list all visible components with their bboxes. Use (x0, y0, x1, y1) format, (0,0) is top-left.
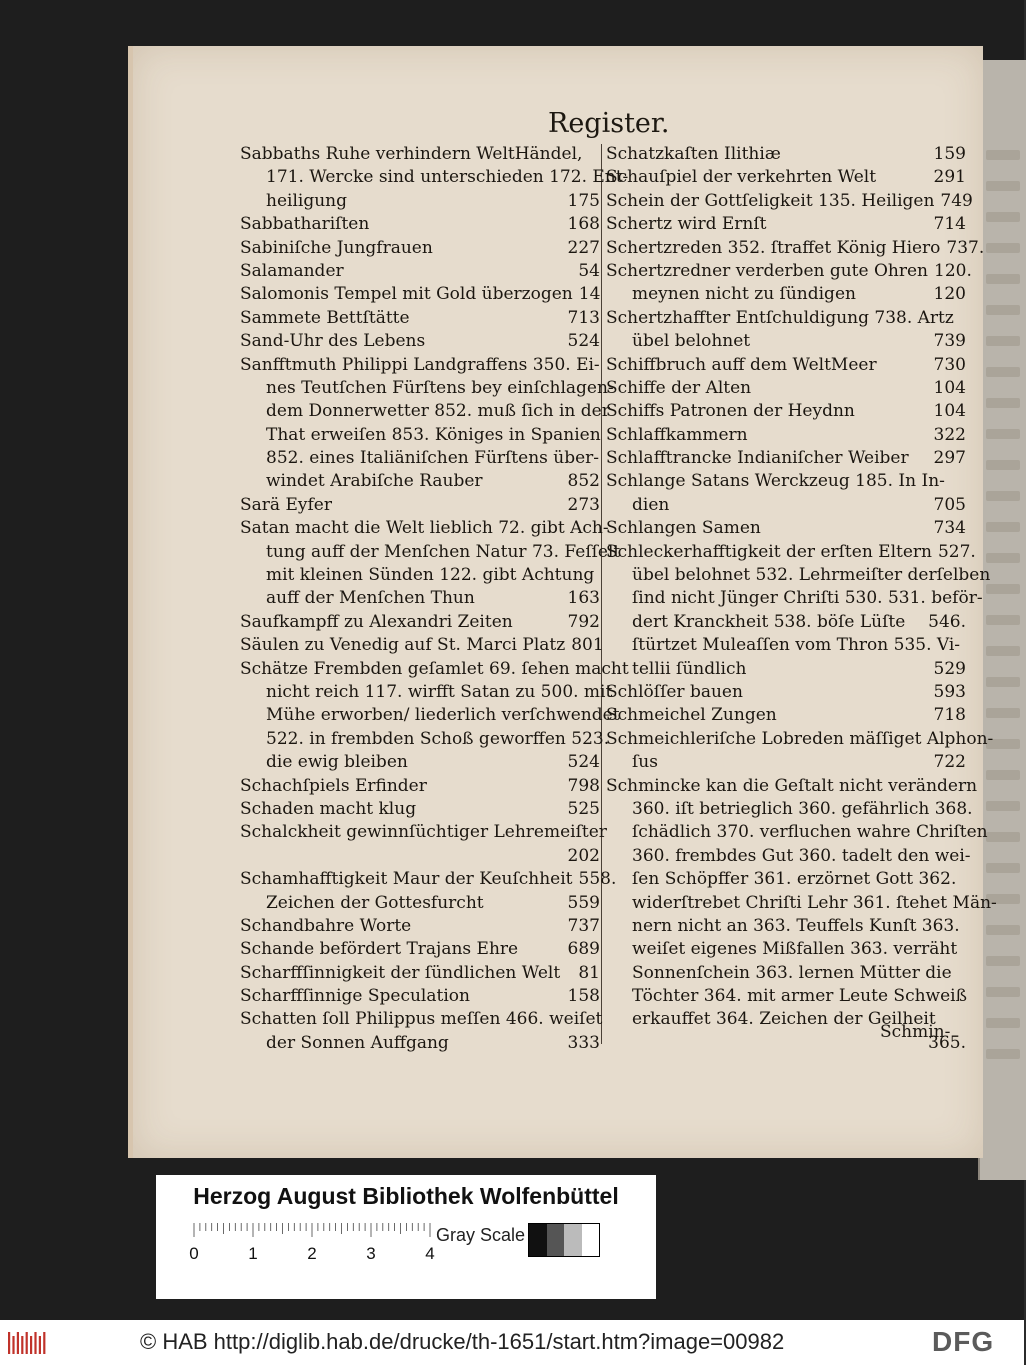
index-entry-page: 689 (567, 939, 600, 960)
index-entry-line (606, 775, 978, 798)
index-entry-line (606, 634, 966, 657)
index-entry-text: ſen Schöpffer 361. erzörnet Gott 362. (632, 869, 957, 890)
hab-logo-icon (8, 1330, 48, 1356)
logo-bar (17, 1332, 19, 1354)
index-entry-line (606, 260, 972, 283)
index-entry-page (997, 892, 1003, 915)
index-entry-page: 524 (567, 331, 600, 352)
bleed-through-mark (986, 150, 1020, 160)
bleed-through-mark (986, 429, 1020, 439)
index-entry-text: auff der Menſchen Thun (266, 588, 475, 609)
index-entry-page: 524 (567, 752, 600, 773)
index-entry-line (606, 915, 966, 938)
index-entry-text: weiſet eigenes Mißfallen 363. verräht (632, 939, 958, 960)
index-entry-page (594, 564, 600, 587)
index-entry-text: tellii ſündlich (632, 658, 747, 679)
index-entry-text: Schatten ſoll Philippus meſſen 466. weiſet (240, 1009, 603, 1030)
index-entry-page (600, 354, 606, 377)
index-entry-text: Schlöſſer bauen (606, 681, 743, 702)
index-entry-text: Salomonis Tempel mit Gold überzogen (240, 284, 573, 305)
index-entry-page: 297 (933, 448, 966, 469)
index-entry-page: 529 (933, 658, 966, 679)
index-entry-line (606, 494, 966, 517)
index-entry-text: Schiffs Patronen der Heydnn (606, 401, 855, 422)
index-entry-page (960, 634, 966, 657)
index-entry-line (240, 494, 600, 517)
index-entry-page (973, 798, 979, 821)
index-entry-page: 158 (567, 986, 600, 1007)
index-entry-text: Sabbathariſten (240, 214, 370, 235)
logo-bar (12, 1336, 14, 1354)
index-entry-page: 120 (933, 284, 966, 305)
logo-bar (8, 1332, 10, 1354)
index-entry-page: 175 (567, 190, 600, 211)
index-entry-page: 322 (933, 424, 966, 445)
ruler-label: 3 (366, 1244, 376, 1263)
index-entry-text: widerſtrebet Chriſti Lehr 361. ſtehet Män- (632, 892, 997, 913)
index-entry-line (606, 517, 966, 540)
index-entry-line (240, 751, 600, 774)
index-entry-page: 737. (946, 237, 985, 258)
index-entry-text: 852. eines Italiäniſchen Fürſtens über- (266, 448, 600, 469)
index-entry-text: Schmincke kan die Geſtalt nicht verändern (606, 775, 978, 796)
index-entry-line (606, 892, 997, 915)
index-entry-text: Zeichen der Gottesfurcht (266, 892, 484, 913)
index-entry-page: 852 (567, 471, 600, 492)
index-entry-text: Sabiniſche Jungfrauen (240, 237, 433, 258)
index-entry-text: Schauſpiel der verkehrten Welt (606, 167, 877, 188)
index-entry-line (240, 564, 600, 587)
bleed-through-mark (986, 1049, 1020, 1059)
index-entry-line (240, 354, 600, 377)
index-entry-text: Sand-Uhr des Lebens (240, 331, 426, 352)
index-entry-text: tung auff der Menſchen Natur 73. Feſſelt (266, 541, 621, 562)
index-entry-page (960, 1008, 966, 1031)
index-entry-page: 559 (567, 892, 600, 913)
bleed-through-mark (986, 801, 1020, 811)
index-entry-page: 14 (578, 284, 601, 305)
index-entry-text: Schlaffkammern (606, 424, 748, 445)
bleed-through-mark (986, 460, 1020, 470)
index-entry-page: 705 (933, 494, 966, 515)
index-entry-text: That erweiſen 853. Königes in Spanien (266, 424, 601, 445)
index-entry-text: 522. in frembden Schoß geworffen 523. (266, 728, 610, 749)
index-entry-line (240, 845, 600, 868)
index-entry-page: 546. (928, 611, 966, 632)
bleed-through-mark (986, 243, 1020, 253)
index-entry-line (240, 377, 614, 400)
right-index-column (606, 143, 997, 1055)
index-entry-text: Schertzredner verderben gute Ohren (606, 260, 929, 281)
index-entry-text: Schlafftrancke Indianiſcher Weiber (606, 448, 909, 469)
gray-scale-swatches (528, 1223, 600, 1257)
ruler (189, 1223, 435, 1263)
index-entry-line (606, 564, 991, 587)
index-entry-line (240, 821, 607, 844)
index-entry-line (606, 962, 966, 985)
index-entry-page: 730 (933, 354, 966, 375)
bleed-through-mark (986, 491, 1020, 501)
index-entry-page (960, 962, 966, 985)
index-entry-line (606, 938, 966, 961)
index-entry-page: 333 (567, 1032, 600, 1053)
index-entry-line (240, 1008, 603, 1031)
index-entry-page (993, 728, 999, 751)
ruler-label: 1 (248, 1244, 258, 1263)
bleed-through-mark (986, 522, 1020, 532)
index-entry-page (960, 470, 966, 493)
index-entry-text: Schleckerhafftigkeit der erſten Eltern (606, 541, 932, 562)
index-entry-text: Schlange Satans Werckzeug 185. In In- (606, 471, 945, 492)
bleed-through-mark (986, 708, 1020, 718)
index-entry-text: Schatzkaſten Ilithiæ (606, 144, 781, 164)
index-entry-line (240, 681, 613, 704)
index-entry-text: Säulen zu Venedig auf St. Marci Platz (240, 635, 566, 656)
index-entry-page: 792 (567, 611, 600, 632)
bleed-through-mark (986, 305, 1020, 315)
index-entry-text: Schiffbruch auff dem WeltMeer (606, 354, 877, 375)
index-entry-line (606, 681, 966, 704)
index-entry-line (606, 237, 985, 260)
index-entry-line (240, 892, 600, 915)
index-entry-line (606, 377, 966, 400)
index-entry-text: Schmeichleriſche Lobreden mäſſiget Alphon- (606, 728, 994, 749)
index-entry-text: Schlangen Samen (606, 518, 761, 539)
ruler-label: 2 (307, 1244, 317, 1263)
index-entry-line (240, 985, 600, 1008)
index-entry-line (606, 611, 966, 634)
index-entry-text: nern nicht an 363. Teuffels Kunſt 363. (632, 915, 960, 936)
index-entry-page: 593 (933, 681, 966, 702)
index-entry-line (606, 541, 976, 564)
bleed-through-mark (986, 987, 1020, 997)
index-entry-text: Schertz wird Ernſt (606, 214, 767, 235)
index-entry-page: 365. (928, 1032, 966, 1053)
index-entry-page (960, 307, 966, 330)
bleed-through-mark (986, 956, 1020, 966)
index-entry-text: Sabbaths Ruhe verhindern WeltHändel, (240, 144, 583, 164)
index-entry-page: 713 (567, 307, 600, 328)
index-entry-text: windet Arabiſche Rauber (266, 471, 483, 492)
index-entry-line (240, 704, 620, 727)
index-entry-text: meynen nicht zu ſündigen (632, 284, 856, 305)
index-entry-text: Schertzhaffter Entſchuldigung 738. Artz (606, 307, 954, 328)
index-entry-text: 360. iſt betrieglich 360. gefährlich 368. (632, 798, 973, 819)
index-entry-text: Sammete Bettſtätte (240, 307, 410, 328)
library-title: Herzog August Bibliothek Wolfenbüttel (193, 1183, 619, 1209)
index-entry-text: dert Kranckheit 538. böſe Lüſte (632, 611, 906, 632)
catchword: Schmin- (880, 1022, 951, 1042)
index-entry-page: 714 (933, 214, 966, 235)
bleed-through-mark (986, 553, 1020, 563)
index-entry-line (240, 470, 600, 493)
index-entry-line (606, 143, 966, 166)
index-entry-line (240, 424, 600, 447)
index-entry-line (240, 868, 617, 891)
index-entry-page: 104 (933, 377, 966, 398)
index-entry-text: Schalckheit gewinnſüchtiger Lehremeiſter (240, 822, 607, 843)
index-entry-page (599, 447, 605, 470)
bleed-through-mark (986, 863, 1020, 873)
index-entry-line (606, 704, 966, 727)
logo-bar (43, 1332, 45, 1354)
index-entry-line (240, 237, 600, 260)
page-header: Register. (548, 108, 670, 139)
viewer-footer (0, 1320, 1024, 1365)
bleed-through-mark (986, 646, 1020, 656)
index-entry-line (240, 541, 621, 564)
logo-bar (21, 1336, 23, 1354)
index-entry-text: nes Teutſchen Fürſtens bey einſchlagen- (266, 377, 614, 398)
index-entry-text: heiligung (266, 190, 347, 211)
index-entry-page: 734 (933, 518, 966, 539)
bleed-through-mark (986, 1018, 1020, 1028)
index-entry-text: Schmeichel Zungen (606, 705, 777, 726)
index-entry-text: Schiffe der Alten (606, 377, 752, 398)
index-entry-page: 54 (578, 260, 600, 281)
index-entry-text: Sonnenſchein 363. lernen Mütter die (632, 962, 952, 983)
bleed-through-mark (986, 181, 1020, 191)
index-entry-line (606, 845, 971, 868)
index-entry-text: Mühe erworben/ liederlich verſchwendet (266, 705, 620, 726)
bleed-through-mark (986, 274, 1020, 284)
index-entry-text: mit kleinen Sünden 122. gibt Achtung (266, 565, 595, 586)
index-entry-text: Scharffſinnige Speculation (240, 986, 470, 1007)
gray-scale-label: Gray Scale (436, 1225, 526, 1245)
index-entry-page: 104 (933, 401, 966, 422)
left-index-column (240, 143, 629, 1055)
gray-swatch (547, 1224, 565, 1256)
index-entry-text: Schertzreden 352. ſtraffet König Hiero (606, 237, 941, 258)
index-entry-page: 722 (933, 752, 966, 773)
index-entry-text: 360. frembdes Gut 360. tadelt den wei- (632, 845, 971, 866)
index-entry-text: ſchädlich 370. verfluchen wahre Chriſten (632, 822, 988, 843)
index-entry-line (240, 587, 600, 610)
index-entry-text: nicht reich 117. wirfft Satan zu 500. mit (266, 681, 613, 702)
index-entry-page (988, 821, 994, 844)
index-entry-page: 273 (567, 494, 600, 515)
index-entry-page (983, 587, 989, 610)
index-entry-line (240, 728, 610, 751)
index-entry-page (960, 915, 966, 938)
logo-bar (34, 1332, 36, 1354)
bleed-through-mark (986, 336, 1020, 346)
index-entry-page: 120. (934, 260, 972, 281)
index-entry-page: 718 (933, 705, 966, 726)
index-entry-text: Scharffſinnigkeit der ſündlichen Welt (240, 962, 561, 983)
index-entry-page: 749 (940, 190, 973, 211)
index-entry-line (240, 307, 600, 330)
index-entry-text: Schachſpiels Erfinder (240, 775, 427, 796)
index-entry-page (594, 143, 600, 166)
index-entry-page (990, 564, 996, 587)
index-entry-text: Salamander (240, 260, 344, 281)
index-entry-line (606, 330, 966, 353)
index-entry-text: übel belohnet 532. Lehrmeiſter derſelben (632, 565, 991, 586)
ruler-label: 4 (425, 1244, 435, 1263)
copyright-link[interactable]: © HAB http://diglib.hab.de/drucke/th-1651/start.htm?image=00982 (140, 1329, 785, 1354)
index-entry-line (240, 1032, 600, 1055)
index-entry-text: Sanfftmuth Philippi Landgraffens 350. Ei- (240, 354, 600, 375)
index-entry-page: 558. (578, 869, 617, 890)
index-entry-text: ſind nicht Jünger Chriſti 530. 531. beför- (632, 588, 983, 609)
index-entry-line (240, 798, 600, 821)
index-entry-line (240, 190, 600, 213)
logo-bar (39, 1336, 41, 1354)
index-entry-line (606, 985, 966, 1008)
index-entry-line (240, 143, 600, 166)
index-entry-page: 202 (567, 845, 600, 866)
index-entry-text: Schandbahre Worte (240, 915, 412, 936)
index-entry-page (960, 938, 966, 961)
index-entry-line (606, 868, 966, 891)
index-entry-text: der Sonnen Auffgang (266, 1032, 449, 1053)
index-entry-line (606, 821, 988, 844)
index-entry-page (977, 775, 983, 798)
index-entry-text: übel belohnet (632, 331, 751, 352)
index-entry-line (606, 213, 966, 236)
index-entry-page: 737 (567, 915, 600, 936)
index-entry-line (606, 307, 966, 330)
index-entry-line (606, 798, 973, 821)
dfg-logo: DFG (932, 1326, 995, 1357)
index-entry-text: Schamhafftigkeit Maur der Keuſchheit (240, 869, 573, 890)
index-entry-line (240, 658, 629, 681)
index-entry-line (606, 658, 966, 681)
ruler-label: 0 (189, 1244, 199, 1263)
index-entry-page: 739 (933, 331, 966, 352)
index-entry-line (240, 400, 610, 423)
index-entry-page: 525 (567, 798, 600, 819)
gray-swatch (582, 1224, 600, 1256)
bleed-through-mark (986, 770, 1020, 780)
index-entry-text: 171. Wercke sind unterschieden 172. Ent- (266, 167, 629, 188)
index-entry-page (971, 845, 977, 868)
index-entry-text: Töchter 364. mit armer Leute Schweiß (632, 986, 967, 1007)
bleed-through-mark (986, 212, 1020, 222)
column-divider (601, 144, 602, 1044)
index-entry-line (606, 190, 973, 213)
index-entry-text: Schaden macht klug (240, 798, 417, 819)
index-entry-line (240, 915, 600, 938)
color-target-card (156, 1175, 656, 1299)
index-entry-page (960, 868, 966, 891)
index-entry-page: 291 (933, 167, 966, 188)
index-entry-text: ſus (632, 752, 658, 773)
next-page-edge (978, 60, 1026, 1180)
index-entry-text: Schein der Gottſeligkeit 135. Heiligen (606, 190, 935, 211)
bleed-through-mark (986, 925, 1020, 935)
logo-bar (26, 1332, 28, 1354)
bleed-through-mark (986, 398, 1020, 408)
index-entry-line (240, 213, 600, 236)
index-entry-line (606, 424, 966, 447)
index-entry-page: 81 (578, 962, 600, 983)
index-entry-page: 163 (567, 588, 600, 609)
index-entry-line (606, 166, 966, 189)
index-entry-line (240, 938, 600, 961)
index-entry-page: 159 (933, 144, 966, 164)
logo-bar (30, 1336, 32, 1354)
index-entry-line (606, 447, 966, 470)
index-entry-line (240, 517, 609, 540)
index-entry-line (240, 260, 600, 283)
bleed-through-mark (986, 677, 1020, 687)
index-entry-text: dien (632, 494, 670, 515)
index-entry-page: 798 (567, 775, 600, 796)
index-entry-line (606, 400, 966, 423)
index-entry-line (606, 587, 983, 610)
index-entry-text: die ewig bleiben (266, 752, 408, 773)
index-entry-page: 227 (567, 237, 600, 258)
index-entry-text: Schande befördert Trajans Ehre (240, 939, 519, 960)
index-entry-page: 527. (937, 541, 976, 562)
index-entry-text: Sarä Eyfer (240, 494, 332, 515)
index-entry-line (240, 283, 600, 306)
index-entry-line (606, 751, 966, 774)
gray-swatch (564, 1224, 582, 1256)
index-entry-line (240, 962, 600, 985)
index-entry-text: Schätze Frembden geſamlet 69. ſehen macht (240, 658, 629, 679)
index-entry-line (240, 330, 600, 353)
index-entry-page: 168 (567, 214, 600, 235)
index-entry-text: erkauffet 364. Zeichen der Geilheit (632, 1009, 936, 1030)
index-entry-page (967, 985, 973, 1008)
bleed-through-mark (986, 367, 1020, 377)
index-entry-line (240, 611, 600, 634)
index-entry-line (240, 634, 604, 657)
index-entry-text: Saufkampff zu Alexandri Zeiten (240, 611, 513, 632)
index-entry-page: 801 (571, 635, 604, 656)
index-entry-line (606, 354, 966, 377)
index-entry-line (240, 166, 629, 189)
index-entry-text: dem Donnerwetter 852. muß ſich in der (266, 401, 610, 422)
index-entry-line (606, 470, 966, 493)
index-entry-line (240, 447, 600, 470)
bleed-through-mark (986, 615, 1020, 625)
index-entry-line (240, 775, 600, 798)
gray-swatch (529, 1224, 547, 1256)
index-entry-line (606, 728, 994, 751)
index-entry-line (606, 283, 966, 306)
index-entry-text: Satan macht die Welt lieblich 72. gibt Ach- (240, 518, 609, 539)
index-entry-text: ſtürtzet Muleaſſen vom Thron 535. Vi- (632, 635, 961, 656)
